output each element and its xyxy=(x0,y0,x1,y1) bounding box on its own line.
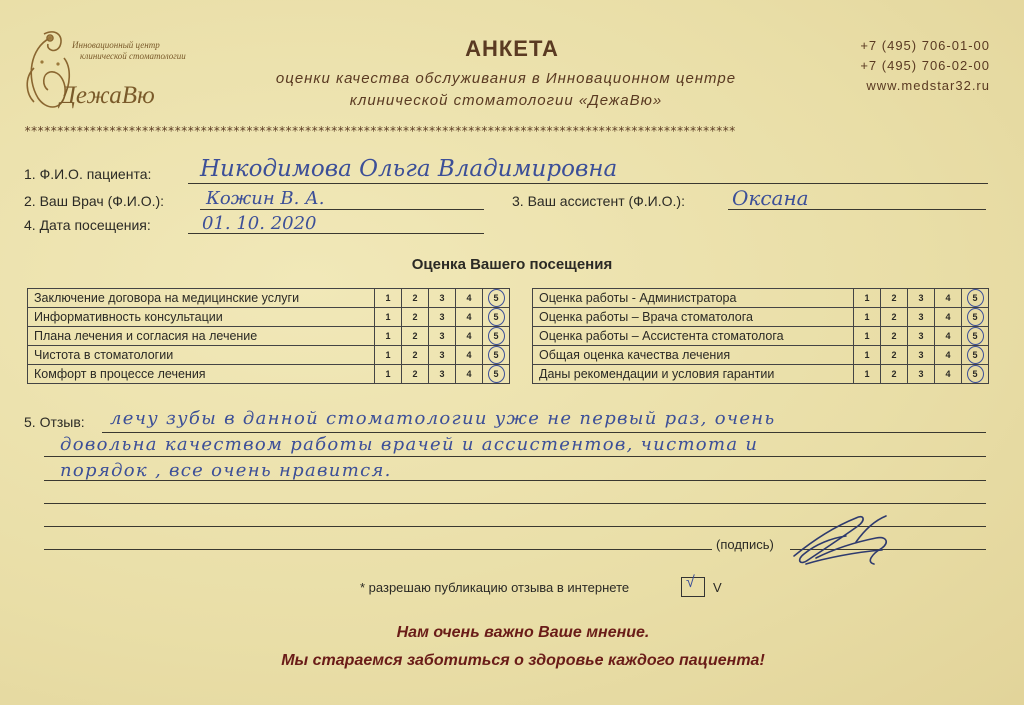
rating-score-text: 4 xyxy=(466,350,472,360)
rating-score-4[interactable] xyxy=(456,289,483,308)
rating-score-selected: 5 xyxy=(488,346,505,364)
rating-score-selected: 5 xyxy=(967,365,984,383)
rating-score-text: 1 xyxy=(385,331,391,341)
rating-score-2[interactable] xyxy=(881,346,908,365)
rating-score-1[interactable] xyxy=(375,365,402,384)
visit-date-value[interactable]: 01. 10. 2020 xyxy=(202,213,317,234)
rating-score-text: 1 xyxy=(385,312,391,322)
rating-score-text: 4 xyxy=(945,350,951,360)
rating-criterion-label: Общая оценка качества лечения xyxy=(533,346,854,365)
rating-score-text: 2 xyxy=(891,312,897,322)
assistant-name-value[interactable]: Оксана xyxy=(732,186,809,210)
rating-score-selected: 5 xyxy=(967,346,984,364)
patient-name-label: 1. Ф.И.О. пациента: xyxy=(24,166,152,182)
rating-score-selected: 5 xyxy=(967,327,984,345)
rating-criterion-label: Оценка работы – Ассистента стоматолога xyxy=(533,327,854,346)
rating-row xyxy=(533,327,989,346)
rating-score-4[interactable] xyxy=(456,327,483,346)
logo-text-line1: Инновационный центр xyxy=(72,40,160,50)
logo-text-line2: клинической стоматологии xyxy=(80,51,186,61)
rating-score-text: 3 xyxy=(439,331,445,341)
rating-table-left xyxy=(27,288,510,384)
rating-score-3[interactable] xyxy=(429,289,456,308)
rating-score-2[interactable] xyxy=(881,327,908,346)
publication-check-mark: √ xyxy=(686,574,695,591)
star-separator: ************************************************************************************************************* xyxy=(24,124,736,138)
rating-score-1[interactable] xyxy=(854,308,881,327)
patient-name-value[interactable]: Никодимова Ольга Владимировна xyxy=(200,156,618,182)
rating-row xyxy=(28,289,510,308)
rating-score-5[interactable] xyxy=(483,289,510,308)
rating-score-text: 1 xyxy=(864,312,870,322)
rating-score-text: 1 xyxy=(385,350,391,360)
rating-score-1[interactable] xyxy=(854,365,881,384)
rating-score-text: 3 xyxy=(918,369,924,379)
rating-criterion-label: Оценка работы - Администратора xyxy=(533,289,854,308)
logo-name: ДежаВю xyxy=(60,82,155,109)
rating-score-3[interactable] xyxy=(429,346,456,365)
rating-row xyxy=(533,308,989,327)
rating-score-5[interactable] xyxy=(483,365,510,384)
rating-score-4[interactable] xyxy=(456,365,483,384)
signature-label: (подпись) xyxy=(716,537,774,552)
rating-score-selected: 5 xyxy=(488,327,505,345)
rating-criterion-label: Комфорт в процессе лечения xyxy=(28,365,375,384)
rating-criterion-label: Плана лечения и согласия на лечение xyxy=(28,327,375,346)
review-text-line1[interactable]: лечу зубы в данной стоматологии уже не первый раз, очень xyxy=(110,408,776,429)
patient-name-line xyxy=(188,183,988,184)
review-label: 5. Отзыв: xyxy=(24,414,85,430)
review-text-line2[interactable]: довольна качеством работы врачей и ассистентов, чистота и xyxy=(60,434,759,455)
rating-score-5[interactable] xyxy=(483,327,510,346)
rating-score-2[interactable] xyxy=(402,289,429,308)
website-link: www.medstar32.ru xyxy=(866,78,990,93)
rating-score-text: 4 xyxy=(945,312,951,322)
rating-score-text: 2 xyxy=(412,331,418,341)
rating-criterion-label: Заключение договора на медицинские услуги xyxy=(28,289,375,308)
rating-score-1[interactable] xyxy=(854,289,881,308)
rating-score-text: 3 xyxy=(439,369,445,379)
rating-score-text: 2 xyxy=(891,350,897,360)
rating-score-2[interactable] xyxy=(402,327,429,346)
rating-score-text: 2 xyxy=(412,350,418,360)
rating-score-text: 1 xyxy=(864,369,870,379)
phone-number-2: +7 (495) 706-02-00 xyxy=(860,58,990,73)
rating-criterion-label: Чистота в стоматологии xyxy=(28,346,375,365)
rating-score-selected: 5 xyxy=(488,289,505,307)
rating-row xyxy=(28,346,510,365)
form-subtitle-line1: оценки качества обслуживания в Инновационном центре xyxy=(275,70,737,87)
rating-score-text: 3 xyxy=(439,293,445,303)
rating-criterion-label: Информативность консультации xyxy=(28,308,375,327)
contacts-block xyxy=(860,36,990,96)
rating-score-3[interactable] xyxy=(429,308,456,327)
rating-score-text: 2 xyxy=(891,369,897,379)
rating-score-4[interactable] xyxy=(935,308,962,327)
rating-score-5[interactable] xyxy=(962,308,989,327)
rating-score-2[interactable] xyxy=(881,308,908,327)
rating-score-1[interactable] xyxy=(375,308,402,327)
rating-score-3[interactable] xyxy=(429,327,456,346)
rating-score-text: 4 xyxy=(945,293,951,303)
phone-number-1: +7 (495) 706-01-00 xyxy=(860,38,990,53)
rating-row xyxy=(28,327,510,346)
rating-score-text: 1 xyxy=(385,369,391,379)
rating-row xyxy=(533,346,989,365)
doctor-name-label: 2. Ваш Врач (Ф.И.О.): xyxy=(24,193,165,209)
rating-score-2[interactable] xyxy=(881,365,908,384)
rating-score-1[interactable] xyxy=(375,346,402,365)
rating-score-5[interactable] xyxy=(962,289,989,308)
rating-score-5[interactable] xyxy=(483,346,510,365)
rating-score-4[interactable] xyxy=(456,308,483,327)
rating-score-2[interactable] xyxy=(881,289,908,308)
rating-score-5[interactable] xyxy=(962,327,989,346)
rating-score-2[interactable] xyxy=(402,365,429,384)
assistant-name-label: 3. Ваш ассистент (Ф.И.О.): xyxy=(512,193,685,209)
review-text-line3[interactable]: порядок , все очень нравится. xyxy=(60,460,392,481)
rating-score-text: 2 xyxy=(891,331,897,341)
rating-table-right xyxy=(532,288,989,384)
rating-score-3[interactable] xyxy=(429,365,456,384)
rating-score-text: 2 xyxy=(412,312,418,322)
rating-score-text: 4 xyxy=(945,369,951,379)
review-line-6 xyxy=(44,549,712,550)
rating-score-text: 3 xyxy=(918,293,924,303)
rating-score-text: 1 xyxy=(864,293,870,303)
form-subtitle-line2: клинической стоматологии «ДежаВю» xyxy=(349,92,663,109)
rating-score-5[interactable] xyxy=(483,308,510,327)
rating-score-2[interactable] xyxy=(402,308,429,327)
signature-mark xyxy=(786,508,906,574)
rating-score-text: 3 xyxy=(439,350,445,360)
rating-criterion-label: Оценка работы – Врача стоматолога xyxy=(533,308,854,327)
rating-score-text: 3 xyxy=(918,312,924,322)
rating-row xyxy=(533,289,989,308)
publication-v-mark: V xyxy=(713,580,722,595)
rating-score-selected: 5 xyxy=(488,308,505,326)
rating-score-text: 3 xyxy=(918,350,924,360)
footer-line-1: Нам очень важно Ваше мнение. xyxy=(396,624,650,641)
rating-score-selected: 5 xyxy=(488,365,505,383)
review-line-2 xyxy=(44,456,986,457)
doctor-name-line xyxy=(200,209,484,210)
rating-score-3[interactable] xyxy=(908,346,935,365)
publication-consent-label: * разрешаю публикацию отзыва в интернете xyxy=(360,580,630,595)
doctor-name-value[interactable]: Кожин В. А. xyxy=(206,188,325,209)
rating-score-3[interactable] xyxy=(908,289,935,308)
rating-score-text: 2 xyxy=(891,293,897,303)
rating-row xyxy=(28,365,510,384)
rating-criterion-label: Даны рекомендации и условия гарантии xyxy=(533,365,854,384)
review-line-4 xyxy=(44,503,986,504)
rating-score-3[interactable] xyxy=(908,327,935,346)
rating-score-text: 2 xyxy=(412,293,418,303)
rating-score-5[interactable] xyxy=(962,365,989,384)
rating-score-3[interactable] xyxy=(908,365,935,384)
rating-score-4[interactable] xyxy=(935,327,962,346)
rating-score-text: 3 xyxy=(918,331,924,341)
rating-score-1[interactable] xyxy=(854,346,881,365)
rating-score-text: 1 xyxy=(864,331,870,341)
rating-score-4[interactable] xyxy=(935,289,962,308)
rating-score-1[interactable] xyxy=(375,289,402,308)
rating-score-1[interactable] xyxy=(854,327,881,346)
rating-score-4[interactable] xyxy=(456,346,483,365)
rating-score-text: 4 xyxy=(466,293,472,303)
rating-row xyxy=(533,365,989,384)
rating-score-text: 1 xyxy=(385,293,391,303)
rating-score-text: 4 xyxy=(945,331,951,341)
rating-score-5[interactable] xyxy=(962,346,989,365)
rating-score-1[interactable] xyxy=(375,327,402,346)
rating-score-text: 4 xyxy=(466,369,472,379)
rating-score-2[interactable] xyxy=(402,346,429,365)
rating-score-text: 2 xyxy=(412,369,418,379)
rating-score-text: 3 xyxy=(439,312,445,322)
rating-section-title: Оценка Вашего посещения xyxy=(411,256,613,273)
footer-line-2: Мы стараемся заботиться о здоровье каждого пациента! xyxy=(281,652,765,669)
rating-score-text: 4 xyxy=(466,312,472,322)
rating-score-selected: 5 xyxy=(967,289,984,307)
rating-score-selected: 5 xyxy=(967,308,984,326)
form-title: АНКЕТА xyxy=(465,36,559,61)
rating-score-3[interactable] xyxy=(908,308,935,327)
rating-score-text: 4 xyxy=(466,331,472,341)
visit-date-label: 4. Дата посещения: xyxy=(24,217,151,233)
rating-score-text: 1 xyxy=(864,350,870,360)
rating-score-4[interactable] xyxy=(935,365,962,384)
rating-row xyxy=(28,308,510,327)
rating-score-4[interactable] xyxy=(935,346,962,365)
review-line-1 xyxy=(102,432,986,433)
